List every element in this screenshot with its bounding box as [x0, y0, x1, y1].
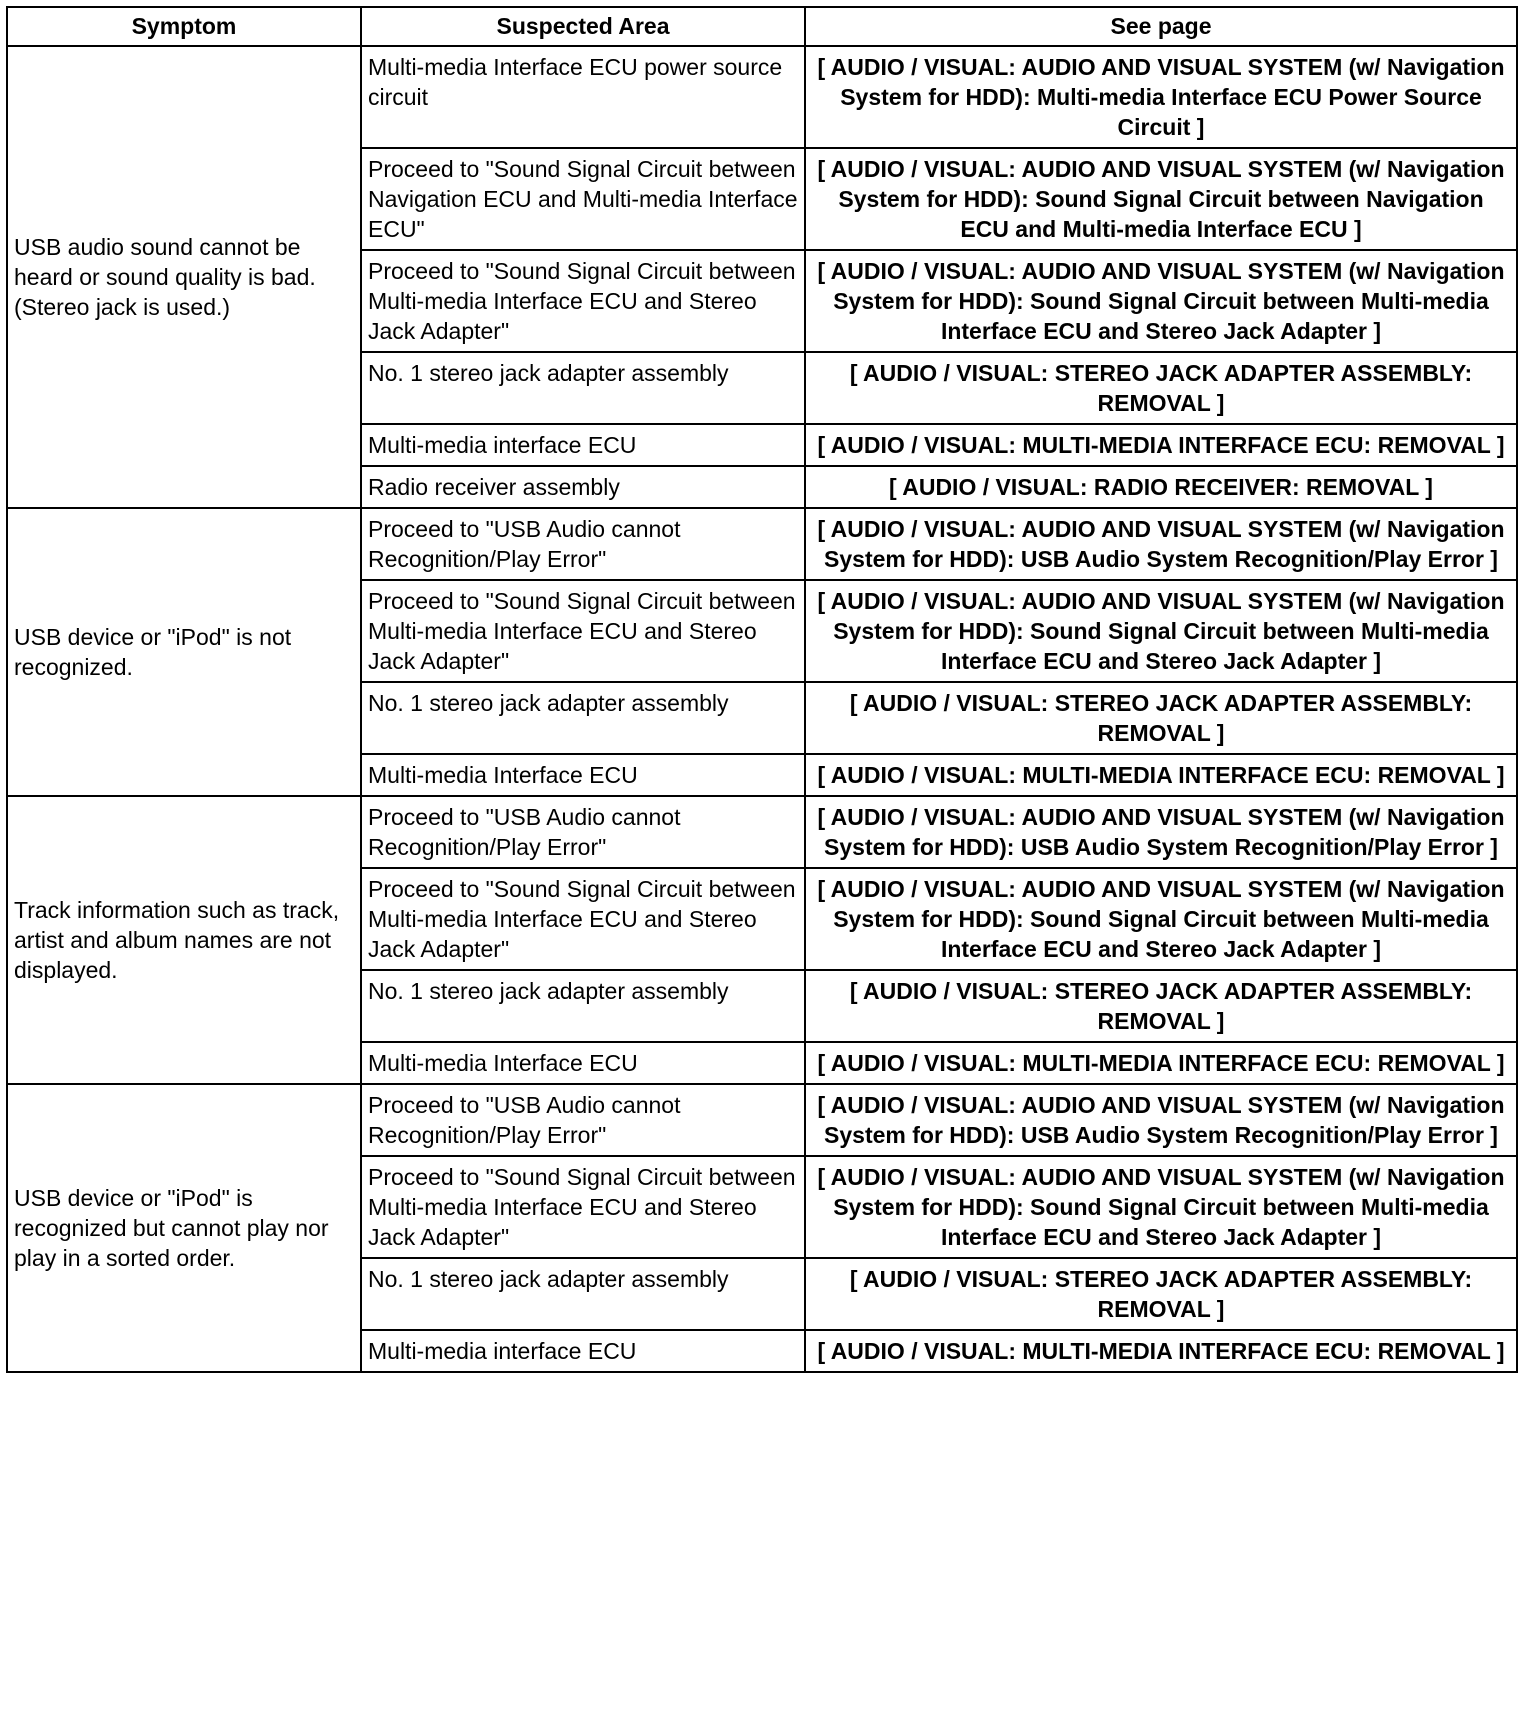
- suspected-area-cell: Proceed to "USB Audio cannot Recognition/Play Error": [361, 1084, 805, 1156]
- table-row: [7, 508, 1517, 580]
- suspected-area-cell: Proceed to "Sound Signal Circuit between Multi-media Interface ECU and Stereo Jack Adapter": [361, 250, 805, 352]
- suspected-area-cell: Proceed to "USB Audio cannot Recognition/Play Error": [361, 796, 805, 868]
- symptom-cell: USB device or "iPod" is recognized but cannot play nor play in a sorted order.: [7, 1084, 361, 1372]
- suspected-area-cell: No. 1 stereo jack adapter assembly: [361, 1258, 805, 1330]
- table-row: [7, 796, 1517, 868]
- see-page-link[interactable]: [ AUDIO / VISUAL: AUDIO AND VISUAL SYSTEM (w/ Navigation System for HDD): Sound Signal Circuit between Navigation ECU and Multi-media Interface ECU ]: [805, 148, 1517, 250]
- see-page-link[interactable]: [ AUDIO / VISUAL: MULTI-MEDIA INTERFACE ECU: REMOVAL ]: [805, 754, 1517, 796]
- see-page-link[interactable]: [ AUDIO / VISUAL: AUDIO AND VISUAL SYSTEM (w/ Navigation System for HDD): Sound Signal Circuit between Multi-media Interface ECU and Stereo Jack Adapter ]: [805, 580, 1517, 682]
- see-page-link[interactable]: [ AUDIO / VISUAL: MULTI-MEDIA INTERFACE ECU: REMOVAL ]: [805, 1330, 1517, 1372]
- table-body: [7, 46, 1517, 1372]
- symptom-cell: Track information such as track, artist and album names are not displayed.: [7, 796, 361, 1084]
- see-page-link[interactable]: [ AUDIO / VISUAL: AUDIO AND VISUAL SYSTEM (w/ Navigation System for HDD): Multi-media Interface ECU Power Source Circuit ]: [805, 46, 1517, 148]
- suspected-area-cell: Multi-media Interface ECU: [361, 1042, 805, 1084]
- header-symptom: Symptom: [7, 7, 361, 46]
- see-page-link[interactable]: [ AUDIO / VISUAL: STEREO JACK ADAPTER ASSEMBLY: REMOVAL ]: [805, 970, 1517, 1042]
- symptom-cell: USB device or "iPod" is not recognized.: [7, 508, 361, 796]
- see-page-link[interactable]: [ AUDIO / VISUAL: AUDIO AND VISUAL SYSTEM (w/ Navigation System for HDD): USB Audio System Recognition/Play Error ]: [805, 1084, 1517, 1156]
- see-page-link[interactable]: [ AUDIO / VISUAL: MULTI-MEDIA INTERFACE ECU: REMOVAL ]: [805, 424, 1517, 466]
- see-page-link[interactable]: [ AUDIO / VISUAL: STEREO JACK ADAPTER ASSEMBLY: REMOVAL ]: [805, 682, 1517, 754]
- suspected-area-cell: No. 1 stereo jack adapter assembly: [361, 970, 805, 1042]
- see-page-link[interactable]: [ AUDIO / VISUAL: STEREO JACK ADAPTER ASSEMBLY: REMOVAL ]: [805, 352, 1517, 424]
- symptom-cell: USB audio sound cannot be heard or sound quality is bad. (Stereo jack is used.): [7, 46, 361, 508]
- table-row: [7, 1084, 1517, 1156]
- suspected-area-cell: No. 1 stereo jack adapter assembly: [361, 352, 805, 424]
- see-page-link[interactable]: [ AUDIO / VISUAL: STEREO JACK ADAPTER ASSEMBLY: REMOVAL ]: [805, 1258, 1517, 1330]
- header-see-page: See page: [805, 7, 1517, 46]
- suspected-area-cell: No. 1 stereo jack adapter assembly: [361, 682, 805, 754]
- see-page-link[interactable]: [ AUDIO / VISUAL: RADIO RECEIVER: REMOVAL ]: [805, 466, 1517, 508]
- see-page-link[interactable]: [ AUDIO / VISUAL: MULTI-MEDIA INTERFACE ECU: REMOVAL ]: [805, 1042, 1517, 1084]
- see-page-link[interactable]: [ AUDIO / VISUAL: AUDIO AND VISUAL SYSTEM (w/ Navigation System for HDD): Sound Signal Circuit between Multi-media Interface ECU and Stereo Jack Adapter ]: [805, 1156, 1517, 1258]
- suspected-area-cell: Proceed to "Sound Signal Circuit between Navigation ECU and Multi-media Interface ECU": [361, 148, 805, 250]
- suspected-area-cell: Multi-media Interface ECU: [361, 754, 805, 796]
- suspected-area-cell: Multi-media interface ECU: [361, 1330, 805, 1372]
- see-page-link[interactable]: [ AUDIO / VISUAL: AUDIO AND VISUAL SYSTEM (w/ Navigation System for HDD): USB Audio System Recognition/Play Error ]: [805, 508, 1517, 580]
- suspected-area-cell: Proceed to "Sound Signal Circuit between Multi-media Interface ECU and Stereo Jack Adapter": [361, 1156, 805, 1258]
- suspected-area-cell: Multi-media interface ECU: [361, 424, 805, 466]
- header-row: [7, 7, 1517, 46]
- suspected-area-cell: Proceed to "Sound Signal Circuit between Multi-media Interface ECU and Stereo Jack Adapter": [361, 580, 805, 682]
- suspected-area-cell: Proceed to "USB Audio cannot Recognition/Play Error": [361, 508, 805, 580]
- troubleshooting-table: [6, 6, 1518, 1373]
- suspected-area-cell: Radio receiver assembly: [361, 466, 805, 508]
- see-page-link[interactable]: [ AUDIO / VISUAL: AUDIO AND VISUAL SYSTEM (w/ Navigation System for HDD): Sound Signal Circuit between Multi-media Interface ECU and Stereo Jack Adapter ]: [805, 250, 1517, 352]
- see-page-link[interactable]: [ AUDIO / VISUAL: AUDIO AND VISUAL SYSTEM (w/ Navigation System for HDD): Sound Signal Circuit between Multi-media Interface ECU and Stereo Jack Adapter ]: [805, 868, 1517, 970]
- suspected-area-cell: Proceed to "Sound Signal Circuit between Multi-media Interface ECU and Stereo Jack Adapter": [361, 868, 805, 970]
- header-suspected-area: Suspected Area: [361, 7, 805, 46]
- see-page-link[interactable]: [ AUDIO / VISUAL: AUDIO AND VISUAL SYSTEM (w/ Navigation System for HDD): USB Audio System Recognition/Play Error ]: [805, 796, 1517, 868]
- suspected-area-cell: Multi-media Interface ECU power source circuit: [361, 46, 805, 148]
- table-row: [7, 46, 1517, 148]
